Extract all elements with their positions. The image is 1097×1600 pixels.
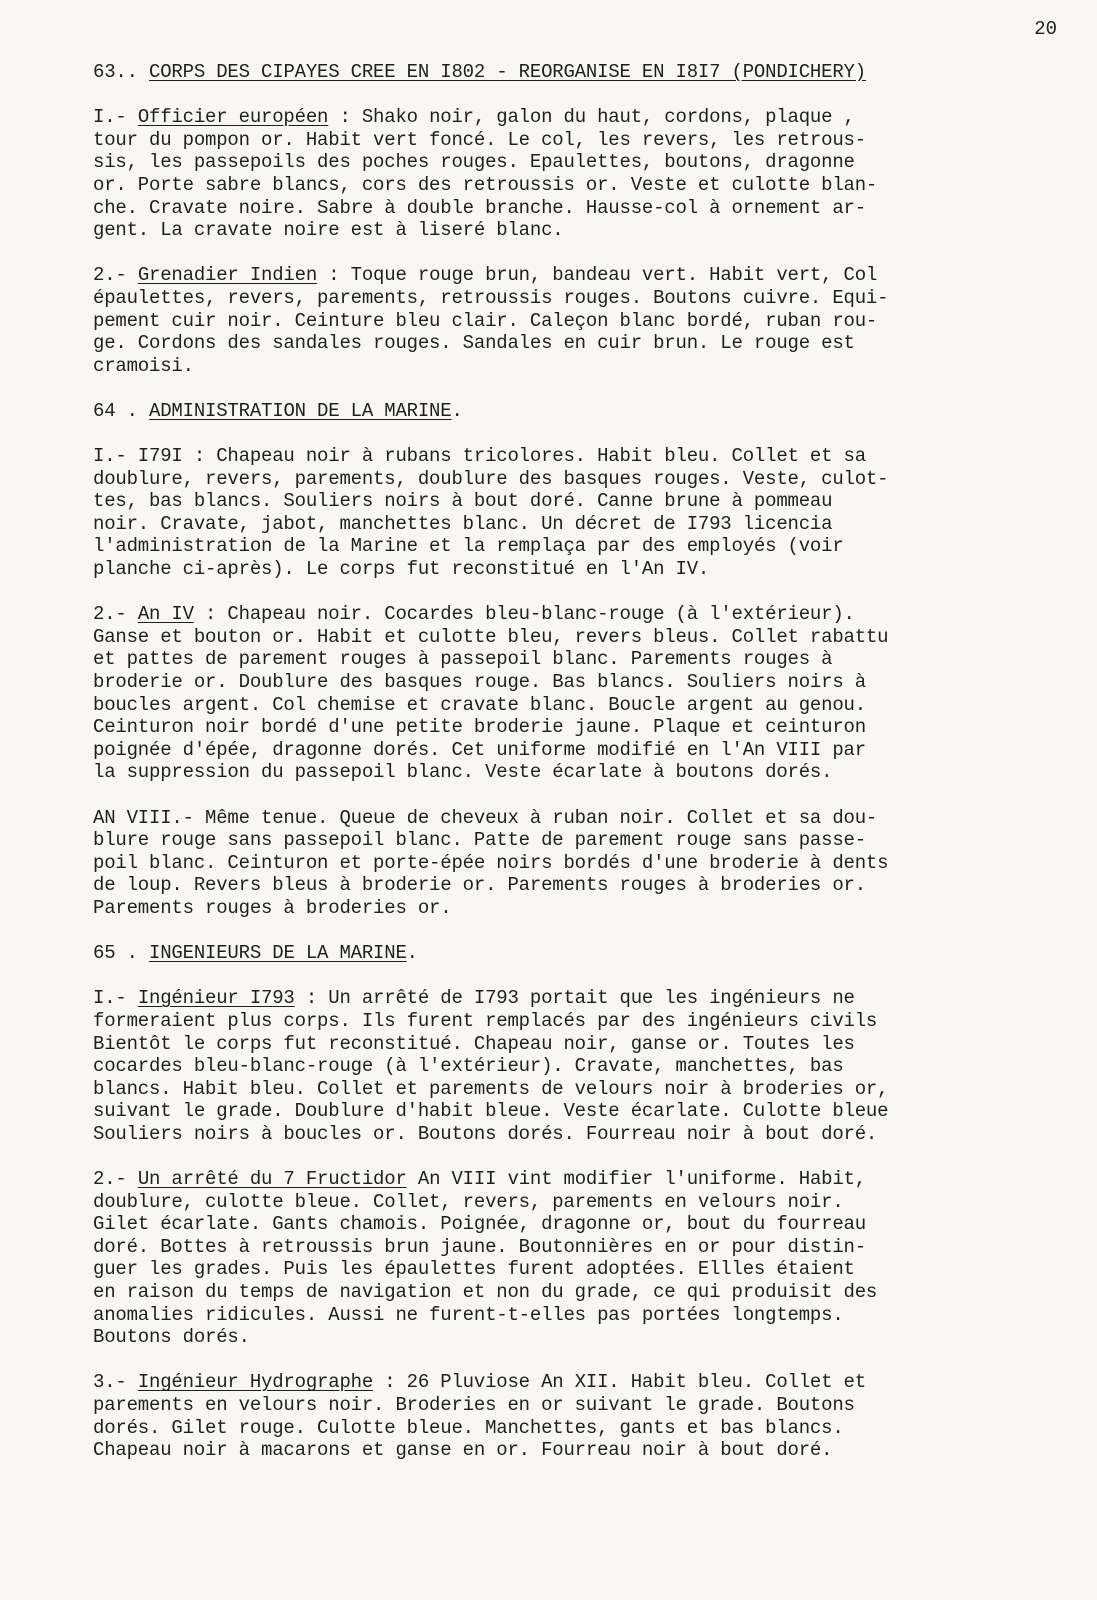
line-text: che. Cravate noire. Sabre à double branche. Hausse-col à ornement ar- [93, 196, 866, 219]
item-label: Grenadier Indien [137, 264, 318, 287]
line-text: noir. Cravate, jabot, manchettes blanc. Un décret de I793 licencia [93, 512, 833, 535]
line-text: boucles argent. Col chemise et cravate blanc. Boucle argent au genou. [93, 693, 866, 716]
item-number: 2.- [93, 1168, 138, 1191]
text-line [93, 829, 1073, 852]
line-text: Souliers noirs à boucles or. Boutons dorés. Fourreau noir à bout doré. [93, 1122, 878, 1145]
line-text: Boutons dorés. [93, 1326, 250, 1349]
text-line [93, 106, 1073, 129]
item-label: Officier européen [137, 106, 329, 129]
text-line [93, 1236, 1073, 1259]
text-line [93, 739, 1073, 762]
text-line [93, 1191, 1073, 1214]
text-line [93, 626, 1073, 649]
text-line [93, 513, 1073, 536]
text-line [93, 761, 1073, 784]
line-text: suivant le grade. Doublure d'habit bleue. Veste écarlate. Culotte bleue [93, 1100, 889, 1123]
text-line [93, 490, 1073, 513]
text-line [93, 1417, 1073, 1440]
line-text: gent. La cravate noire est à liseré blanc. [93, 219, 564, 242]
text-line [93, 1258, 1073, 1281]
section-number: 65 . [93, 942, 150, 965]
line-text: Gilet écarlate. Gants chamois. Poignée, dragonne or, bout du fourreau [93, 1213, 866, 1236]
line-text: doublure, revers, parements, doublure des basques rouges. Veste, culot- [93, 467, 889, 490]
line-text: pement cuir noir. Ceinture bleu clair. Caleçon blanc bordé, ruban rou- [93, 309, 878, 332]
line-text: parements en velours noir. Broderies en or suivant le grade. Boutons [93, 1394, 855, 1417]
paragraph-gap [93, 784, 1073, 807]
paragraph-gap [93, 423, 1073, 446]
item-number: I.- [93, 106, 138, 129]
line-text: cocardes bleu-blanc-rouge (à l'extérieur). Cravate, manchettes, bas [93, 1055, 844, 1078]
line-text: épaulettes, revers, parements, retroussis rouges. Boutons cuivre. Equi- [93, 286, 889, 309]
text-line [93, 1078, 1073, 1101]
text-line [93, 355, 1073, 378]
line-text: planche ci-après). Le corps fut reconstitué en l'An IV. [93, 558, 710, 581]
line-text: et pattes de parement rouges à passepoil blanc. Parements rouges à [93, 648, 833, 671]
line-text: doré. Bottes à retroussis brun jaune. Boutonnières en or pour distin- [93, 1235, 866, 1258]
line-text: : 26 Pluviose An XII. Habit bleu. Collet et [373, 1371, 866, 1394]
text-line [93, 264, 1073, 287]
line-text: tour du pompon or. Habit vert foncé. Le col, les revers, les retrous- [93, 128, 866, 151]
text-line [93, 897, 1073, 920]
line-text: An VIII vint modifier l'uniforme. Habit, [406, 1168, 866, 1191]
item-label: Un arrêté du 7 Fructidor [137, 1168, 407, 1191]
line-text: ge. Cordons des sandales rouges. Sandales en cuir brun. Le rouge est [93, 332, 855, 355]
line-text: la suppression du passepoil blanc. Veste écarlate à boutons dorés. [93, 761, 833, 784]
line-text: Ceinturon noir bordé d'une petite broderie jaune. Plaque et ceinturon [93, 716, 866, 739]
item-number: I.- [93, 987, 138, 1010]
line-text: : Chapeau noir. Cocardes bleu-blanc-rouge (à l'extérieur). [193, 603, 855, 626]
line-text: : Un arrêté de I793 portait que les ingénieurs ne [294, 987, 855, 1010]
text-line [93, 129, 1073, 152]
item-number: 3.- [93, 1371, 138, 1394]
text-line [93, 287, 1073, 310]
paragraph-gap [93, 920, 1073, 943]
text-line [93, 807, 1073, 830]
line-text: : Toque rouge brun, bandeau vert. Habit vert, Col [317, 264, 878, 287]
section-title: CORPS DES CIPAYES CREE EN I802 - REORGANISE EN I8I7 (PONDICHERY) [149, 61, 866, 83]
line-text: l'administration de la Marine et la remplaça par des employés (voir [93, 535, 844, 558]
text-line [93, 1100, 1073, 1123]
text-line [93, 219, 1073, 242]
line-text: poil blanc. Ceinturon et porte-épée noirs bordés d'une broderie à dents [93, 851, 889, 874]
paragraph-gap [93, 1349, 1073, 1372]
text-line [93, 1033, 1073, 1056]
paragraph-gap [93, 242, 1073, 265]
line-text: blure rouge sans passepoil blanc. Patte de parement rouge sans passe- [93, 829, 866, 852]
line-text: Bientôt le corps fut reconstitué. Chapeau noir, ganse or. Toutes les [93, 1032, 855, 1055]
text-line [93, 332, 1073, 355]
text-line [93, 1371, 1073, 1394]
section-heading [93, 942, 1073, 965]
text-line [93, 716, 1073, 739]
text-line [93, 648, 1073, 671]
line-text: sis, les passepoils des poches rouges. Epaulettes, boutons, dragonne [93, 151, 855, 174]
text-line [93, 987, 1073, 1010]
text-line [93, 1055, 1073, 1078]
text-line [93, 1439, 1073, 1462]
line-text: AN VIII.- Même tenue. Queue de cheveux à ruban noir. Collet et sa dou- [93, 806, 878, 829]
line-text: dorés. Gilet rouge. Culotte bleue. Manchettes, gants et bas blancs. [93, 1416, 844, 1439]
text-line [93, 1123, 1073, 1146]
paragraph-gap [93, 1146, 1073, 1169]
item-label: Ingénieur I793 [137, 987, 295, 1010]
section-number: 64 . [93, 399, 150, 422]
text-line [93, 852, 1073, 875]
text-line [93, 1281, 1073, 1304]
text-line [93, 603, 1073, 626]
line-text: : Shako noir, galon du haut, cordons, plaque , [328, 106, 855, 129]
item-label: Ingénieur Hydrographe [137, 1371, 374, 1394]
paragraph-gap [93, 377, 1073, 400]
section-title-suffix: . [451, 399, 463, 422]
item-number: 2.- [93, 603, 138, 626]
line-text: anomalies ridicules. Aussi ne furent-t-elles pas portées longtemps. [93, 1303, 844, 1326]
text-line [93, 310, 1073, 333]
line-text: en raison du temps de navigation et non du grade, ce qui produisit des [93, 1281, 878, 1304]
text-line [93, 1168, 1073, 1191]
text-line [93, 174, 1073, 197]
text-line [93, 151, 1073, 174]
section-title: ADMINISTRATION DE LA MARINE [149, 399, 452, 422]
text-line [93, 1213, 1073, 1236]
line-text: blancs. Habit bleu. Collet et parements de velours noir à broderies or, [93, 1077, 889, 1100]
document-body [93, 61, 1073, 1462]
section-title-suffix: . [406, 942, 418, 965]
line-text: cramoisi. [93, 354, 194, 377]
item-label: An IV [137, 603, 194, 626]
text-line [93, 445, 1073, 468]
line-text: I.- I79I : Chapeau noir à rubans tricolores. Habit bleu. Collet et sa [93, 445, 866, 468]
line-text: formeraient plus corps. Ils furent remplacés par des ingénieurs civils [93, 1009, 878, 1032]
paragraph-gap [93, 581, 1073, 604]
line-text: Ganse et bouton or. Habit et culotte bleu, revers bleus. Collet rabattu [93, 625, 889, 648]
line-text: de loup. Revers bleus à broderie or. Parements rouges à broderies or. [93, 874, 866, 897]
text-line [93, 535, 1073, 558]
line-text: guer les grades. Puis les épaulettes furent adoptées. Ellles étaient [93, 1258, 855, 1281]
text-line [93, 197, 1073, 220]
page-number: 20 [1034, 18, 1057, 40]
line-text: tes, bas blancs. Souliers noirs à bout doré. Canne brune à pommeau [93, 490, 833, 513]
section-number: 63.. [93, 61, 150, 83]
paragraph-gap [93, 965, 1073, 988]
text-line [93, 1326, 1073, 1349]
text-line [93, 874, 1073, 897]
text-line [93, 694, 1073, 717]
text-line [93, 1304, 1073, 1327]
line-text: or. Porte sabre blancs, cors des retroussis or. Veste et culotte blan- [93, 173, 878, 196]
item-number: 2.- [93, 264, 138, 287]
line-text: Parements rouges à broderies or. [93, 896, 452, 919]
text-line [93, 468, 1073, 491]
line-text: broderie or. Doublure des basques rouge. Bas blancs. Souliers noirs à [93, 671, 866, 694]
section-title: INGENIEURS DE LA MARINE [149, 942, 407, 965]
line-text: Chapeau noir à macarons et ganse en or. Fourreau noir à bout doré. [93, 1439, 833, 1462]
text-line [93, 1010, 1073, 1033]
section-heading [93, 400, 1073, 423]
line-text: poignée d'épée, dragonne dorés. Cet uniforme modifié en l'An VIII par [93, 738, 866, 761]
text-line [93, 1394, 1073, 1417]
text-line [93, 558, 1073, 581]
line-text: doublure, culotte bleue. Collet, revers, parements en velours noir. [93, 1190, 844, 1213]
section-heading [93, 61, 1073, 84]
paragraph-gap [93, 84, 1073, 107]
text-line [93, 671, 1073, 694]
